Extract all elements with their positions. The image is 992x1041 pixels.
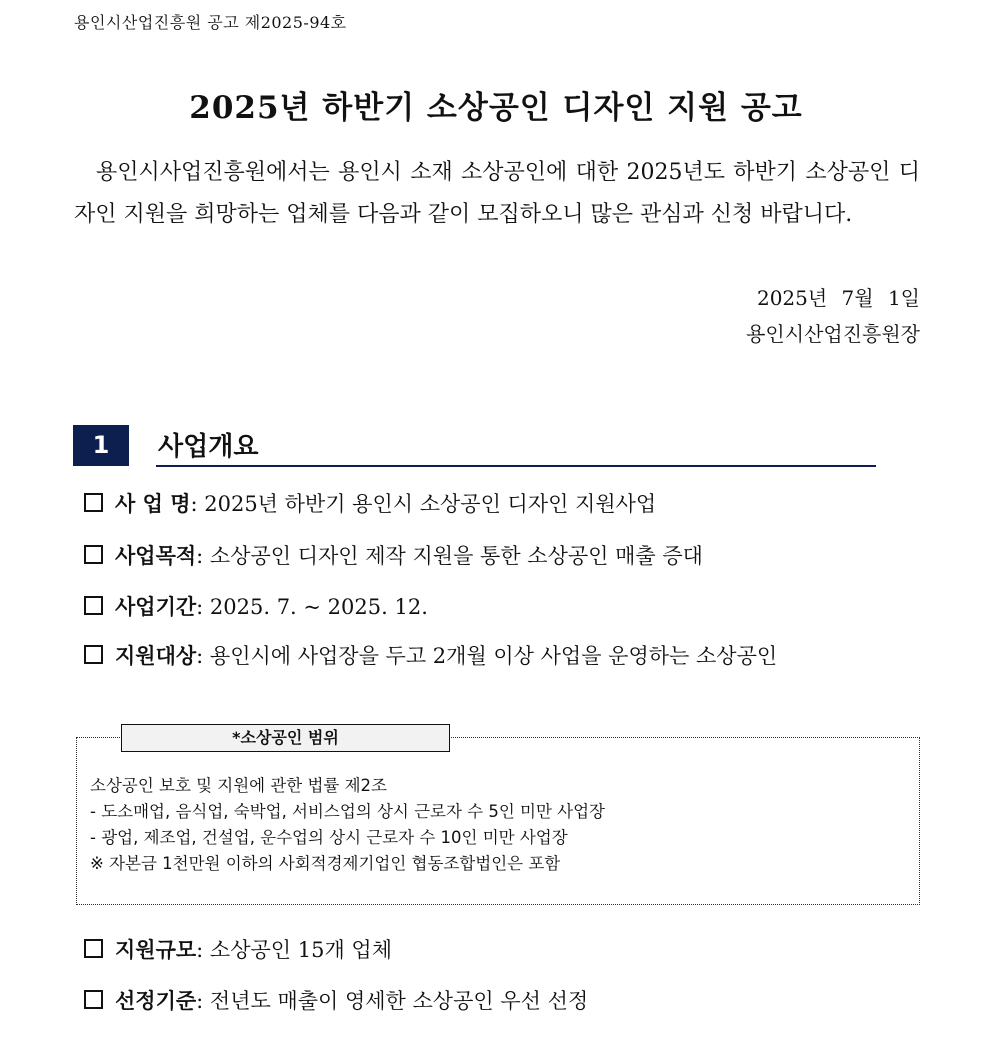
item-value: : 용인시에 사업장을 두고 2개월 이상 사업을 운영하는 소상공인 bbox=[196, 644, 778, 668]
intro-paragraph bbox=[74, 152, 920, 236]
scope-line: - 도소매업, 음식업, 숙박업, 서비스업의 상시 근로자 수 5인 미만 사업장 bbox=[90, 802, 605, 821]
item-value: : 2025년 하반기 용인시 소상공인 디자인 지원사업 bbox=[190, 492, 657, 516]
issuer: 용인시산업진흥원장 bbox=[746, 322, 920, 346]
scope-line: - 광업, 제조업, 건설업, 운수업의 상시 근로자 수 10인 미만 사업장 bbox=[90, 828, 568, 847]
scope-box-title: *소상공인 범위 bbox=[121, 724, 450, 752]
checkbox-icon bbox=[84, 596, 103, 615]
section-title: 사업개요 bbox=[158, 432, 259, 462]
checkbox-icon bbox=[84, 939, 103, 958]
item-business-name bbox=[84, 488, 656, 518]
item-key: 사 업 명 bbox=[115, 491, 191, 516]
item-business-purpose bbox=[84, 540, 703, 570]
notice-date: 2025년 7월 1일 bbox=[756, 286, 920, 310]
item-value: : 전년도 매출이 영세한 소상공인 우선 선정 bbox=[196, 989, 589, 1013]
item-key: 지원규모 bbox=[115, 937, 197, 962]
item-value: : 소상공인 15개 업체 bbox=[196, 938, 392, 962]
item-key: 사업기간 bbox=[115, 594, 197, 619]
scope-line: 소상공인 보호 및 지원에 관한 법률 제2조 bbox=[90, 776, 387, 795]
item-eligibility bbox=[84, 640, 777, 670]
section-underline bbox=[156, 465, 876, 467]
item-business-period bbox=[84, 591, 428, 621]
scope-box-content bbox=[90, 773, 605, 877]
checkbox-icon bbox=[84, 545, 103, 564]
scope-line: ※ 자본금 1천만원 이하의 사회적경제기업인 협동조합법인은 포함 bbox=[90, 854, 561, 873]
notice-number: 용인시산업진흥원 공고 제2025-94호 bbox=[74, 13, 347, 32]
page-title: 2025년 하반기 소상공인 디자인 지원 공고 bbox=[189, 90, 803, 126]
checkbox-icon bbox=[84, 493, 103, 512]
item-key: 사업목적 bbox=[115, 543, 197, 568]
item-value: : 2025. 7. ~ 2025. 12. bbox=[196, 595, 428, 619]
item-value: : 소상공인 디자인 제작 지원을 통한 소상공인 매출 증대 bbox=[196, 544, 703, 568]
item-selection-criteria bbox=[84, 985, 588, 1015]
section-number-badge: 1 bbox=[73, 425, 129, 466]
checkbox-icon bbox=[84, 645, 103, 664]
item-key: 선정기준 bbox=[115, 988, 197, 1013]
item-key: 지원대상 bbox=[115, 643, 197, 668]
item-support-scale bbox=[84, 934, 392, 964]
checkbox-icon bbox=[84, 990, 103, 1009]
intro-text: 용인시사업진흥원에서는 용인시 소재 소상공인에 대한 2025년도 하반기 소상공인 디자인 지원을 희망하는 업체를 다음과 같이 모집하오니 많은 관심과 신청 바랍니다. bbox=[74, 160, 920, 227]
